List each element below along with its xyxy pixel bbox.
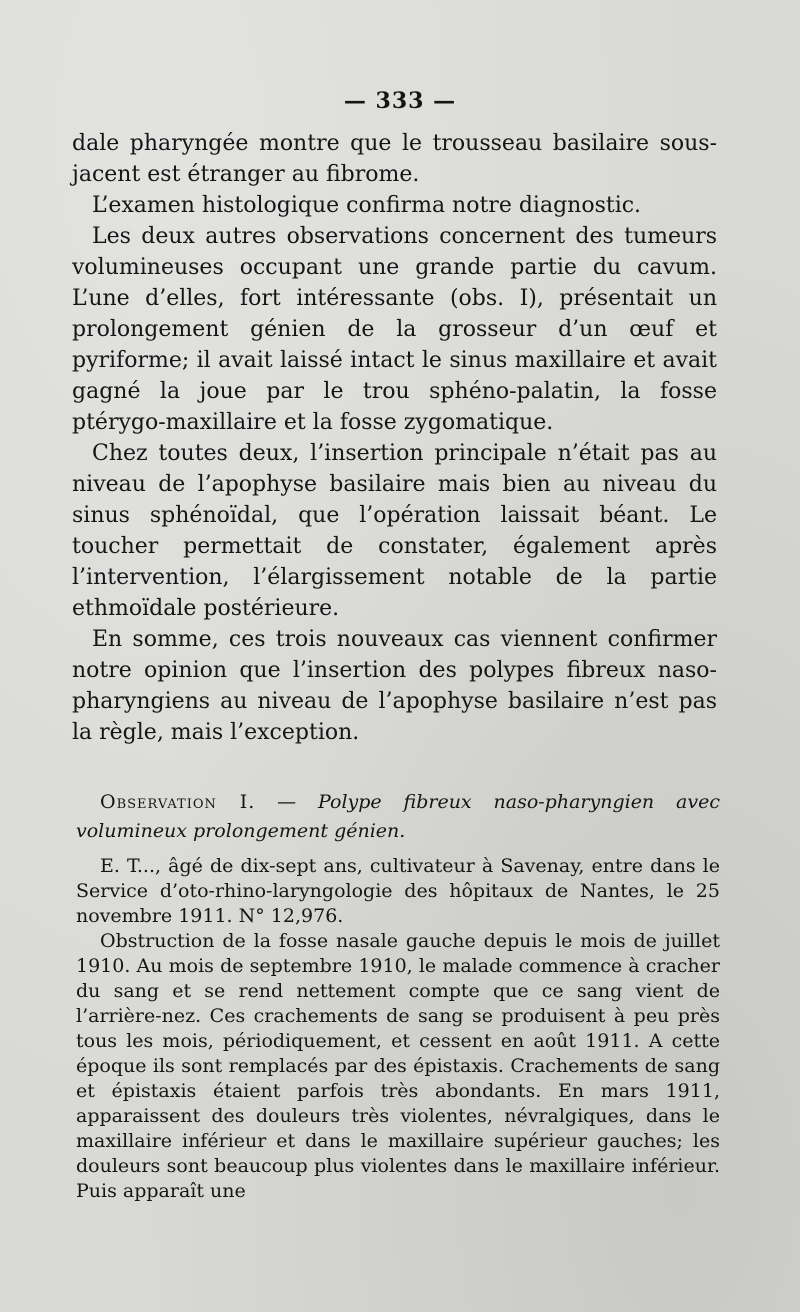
observation-paragraph: E. T..., âgé de dix-sept ans, cultivateur à Savenay, entre dans le Service d’oto-rhino-laryngologie des hôpitaux de Nantes, le 25 novembre 1911. N° 12,976.	[76, 855, 720, 927]
page-number: — 333 —	[343, 88, 457, 114]
observation-dash: —	[255, 791, 318, 813]
paragraph: Les deux autres observations concernent des tumeurs volumineuses occupant une grande partie du cavum. L’une d’elles, fort intéressante (obs. I), présentait un prolongement génien de la grosseur d’un œuf et pyriforme; il avait laissé intact le sinus maxillaire et avait gagné la joue par le trou sphéno-palatin, la fosse ptérygo-maxillaire et la fosse zygomatique.	[72, 224, 717, 435]
paragraph: Chez toutes deux, l’insertion principale n’était pas au niveau de l’apophyse basilaire mais bien au niveau du sinus sphénoïdal, que l’opération laissait béant. Le toucher permettait de constater, également après l’intervention, l’élargissement notable de la partie ethmoïdale postérieure.	[72, 441, 717, 621]
main-text	[72, 128, 717, 748]
observation-title: Polype fibreux naso-pharyngien avec volumineux prolongement génien.	[76, 791, 720, 842]
observation-section	[76, 788, 720, 1204]
paragraph: En somme, ces trois nouveaux cas viennent confirmer notre opinion que l’insertion des polypes fibreux naso-pharyngiens au niveau de l’apophyse basilaire n’est pas la règle, mais l’exception.	[72, 627, 717, 745]
paragraph: L’examen histologique confirma notre diagnostic.	[92, 193, 642, 218]
observation-paragraph: Obstruction de la fosse nasale gauche depuis le mois de juillet 1910. Au mois de septembre 1910, le malade commence à cracher du sang et se rend nettement compte que ce sang vient de l’arrière-nez. Ces crachements de sang se produisent à peu près tous les mois, périodiquement, et cessent en août 1911. A cette époque ils sont remplacés par des épistaxis. Crachements de sang et épistaxis étaient parfois très abondants. En mars 1911, apparaissent des douleurs très violentes, névralgiques, dans le maxillaire inférieur et dans le maxillaire supérieur gauches; les douleurs sont beaucoup plus violentes dans le maxillaire inférieur. Puis apparaît une	[76, 930, 720, 1202]
paragraph-continued: dale pharyngée montre que le trousseau basilaire sous-jacent est étranger au fibrome.	[72, 131, 717, 187]
observation-label: Observation I.	[100, 791, 256, 813]
observation-heading	[76, 788, 720, 846]
